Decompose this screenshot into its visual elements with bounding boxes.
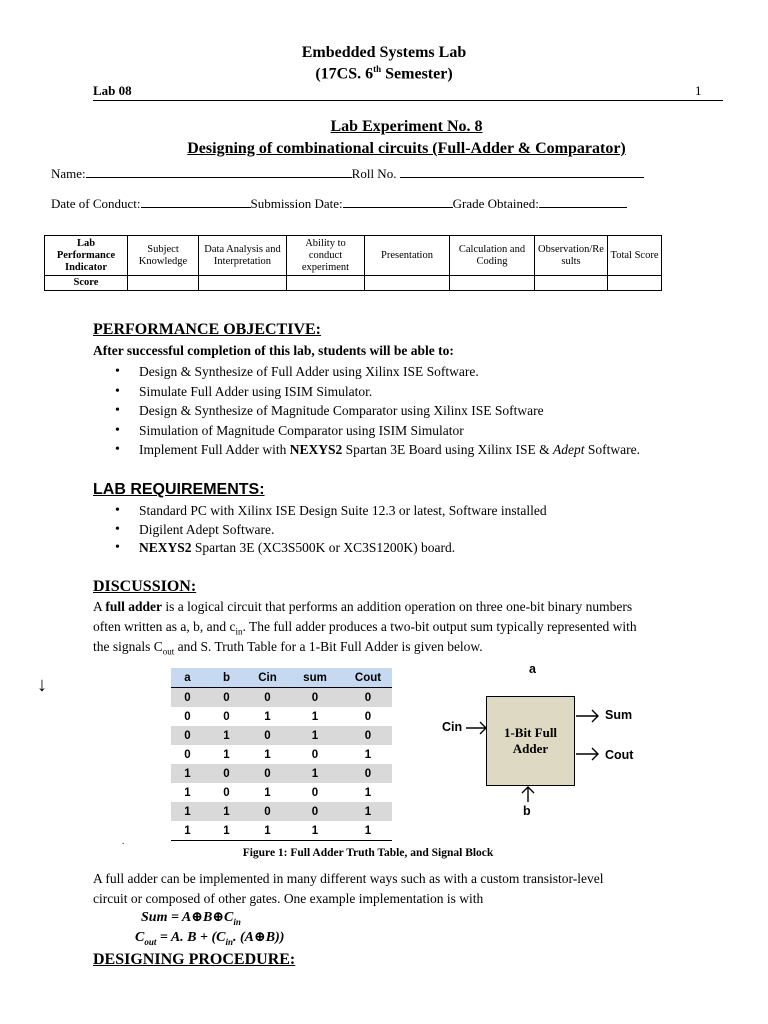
table-row (171, 821, 392, 841)
date-label: Date of Conduct: (51, 196, 141, 211)
discussion-heading: DISCUSSION: (93, 578, 197, 595)
score-cell[interactable] (199, 276, 287, 291)
stray-dot: . (122, 836, 125, 846)
block-input-a-label: a (529, 662, 536, 676)
table-cell: 0 (286, 802, 344, 821)
list-item: • Digilent Adept Software. (93, 521, 743, 540)
table-cell: 0 (171, 688, 204, 708)
score-cell[interactable] (608, 276, 662, 291)
table-cell: 0 (249, 726, 286, 745)
table-cell: 1 (171, 802, 204, 821)
score-header: Lab Performance Indicator (45, 236, 128, 276)
table-cell: 0 (344, 688, 392, 708)
table-cell: 1 (171, 764, 204, 783)
discussion-line-3: the signals $C_{out}$ and S. Truth Table for a 1-Bit Full Adder is given below. (93, 639, 483, 657)
list-item: • Simulate Full Adder using ISIM Simulator. (93, 382, 743, 402)
list-item: • Design & Synthesize of Full Adder using Xilinx ISE Software. (93, 362, 743, 382)
score-header: Observation/Re sults (535, 236, 608, 276)
score-cell[interactable] (535, 276, 608, 291)
table-cell: 0 (364, 710, 372, 723)
table-cell: 1 (204, 821, 249, 841)
student-info-row (51, 165, 644, 182)
score-table (44, 235, 662, 291)
table-cell: 0 (249, 764, 286, 783)
table-cell: 0 (171, 726, 204, 745)
table-cell: 1 (204, 802, 249, 821)
score-header: Calculation and Coding (450, 236, 535, 276)
lab-number: Lab 08 (93, 83, 132, 98)
table-cell: 0 (311, 786, 319, 799)
table-cell: 1 (286, 764, 344, 783)
score-cell[interactable] (287, 276, 365, 291)
table-cell: 1 (264, 710, 271, 723)
block-sum-label: Sum (605, 708, 633, 722)
requirements-heading: LAB REQUIREMENTS: (93, 481, 265, 498)
table-cell: 0 (223, 710, 230, 723)
table-cell: 0 (249, 802, 286, 821)
cout-equation: $C_{out} = A$. $B + (C_{in}$. (A⊕B)) (135, 930, 285, 947)
table-cell: 1 (344, 821, 392, 841)
discussion-line-1: A full adder is a logical circuit that performs an addition operation on three one-bit binary numbers (93, 599, 633, 614)
table-cell: 1 (286, 821, 344, 841)
table-row (171, 688, 392, 708)
score-row-label: Score (45, 276, 128, 291)
objective-intro: After successful completion of this lab, students will be able to: (93, 343, 454, 358)
objective-list (93, 362, 743, 460)
table-cell: 1 (171, 821, 204, 841)
table-cell: 1 (264, 748, 271, 761)
column-header: sum (286, 668, 344, 688)
objective-heading: PERFORMANCE OBJECTIVE: (93, 321, 322, 338)
discussion-line-2: often written as a, b, and $c_{in}$. The full adder produces a two-bit output sum typically represented with (93, 619, 637, 637)
implementation-line-2: circuit or composed of other gates. One example implementation is with (93, 891, 484, 906)
date-blank (141, 195, 251, 208)
column-header: Cout (344, 668, 392, 688)
list-item: • NEXYS2 Spartan 3E (XC3S500K or XC3S1200K) board. (93, 539, 743, 558)
table-cell: 1 (364, 748, 372, 761)
truth-table (171, 668, 392, 841)
table-cell: 1 (223, 748, 230, 761)
list-item: • Design & Synthesize of Magnitude Comparator using Xilinx ISE Software (93, 401, 743, 421)
table-cell: 1 (344, 802, 392, 821)
score-header: Data Analysis and Interpretation (199, 236, 287, 276)
block-b-label: b (523, 804, 531, 818)
table-cell: 1 (204, 726, 249, 745)
column-header: a (171, 668, 204, 688)
table-cell: 1 (264, 786, 271, 799)
implementation-line-1: A full adder can be implemented in many different ways such as with a custom transistor-level (93, 871, 604, 886)
experiment-title: Lab Experiment No. 8 (330, 118, 483, 135)
column-header: Cin (249, 668, 286, 688)
table-cell: 0 (184, 748, 191, 761)
name-blank (86, 165, 352, 178)
document-title: Embedded Systems Lab (301, 44, 467, 61)
grade-label: Grade Obtained: (452, 196, 539, 211)
table-cell: 1 (311, 710, 319, 723)
table-cell: 0 (223, 786, 230, 799)
score-cell[interactable] (450, 276, 535, 291)
table-cell: 0 (184, 710, 191, 723)
experiment-subtitle: Designing of combinational circuits (Full-Adder & Comparator) (187, 140, 626, 157)
table-row (171, 783, 392, 802)
table-row (171, 802, 392, 821)
list-item: • Implement Full Adder with NEXYS2 Spartan 3E Board using Xilinx ISE & Adept Software. (93, 440, 743, 460)
block-cout-label: Cout (605, 748, 634, 762)
roll-label: Roll No. (351, 166, 397, 181)
name-label: Name: (51, 166, 86, 181)
table-row (171, 764, 392, 783)
score-header: Total Score (608, 236, 662, 276)
block-cin-label: Cin (442, 720, 463, 734)
list-item: • Simulation of Magnitude Comparator using ISIM Simulator (93, 421, 743, 441)
score-cell[interactable] (128, 276, 199, 291)
table-cell: 0 (311, 748, 319, 761)
table-cell: 0 (286, 688, 344, 708)
table-cell: 0 (204, 764, 249, 783)
table-cell: 1 (364, 786, 372, 799)
table-cell: 1 (286, 726, 344, 745)
header-rule (93, 100, 723, 101)
document-subtitle: (17CS. 6th Semester) (315, 64, 453, 83)
table-cell: 0 (344, 764, 392, 783)
submission-blank (343, 195, 453, 208)
grade-blank (539, 195, 627, 208)
page-number: 1 (695, 83, 702, 98)
submission-label: Submission Date: (250, 196, 343, 211)
score-cell[interactable] (365, 276, 450, 291)
requirements-list (93, 502, 743, 558)
table-row (171, 726, 392, 745)
table-cell: 0 (204, 688, 249, 708)
score-header: Presentation (365, 236, 450, 276)
column-header: b (204, 668, 249, 688)
roll-blank (400, 165, 644, 178)
table-row (171, 707, 392, 726)
sum-equation: Sum = $A\oplus B\oplus C_{in}$ (141, 910, 241, 927)
dates-row (51, 195, 627, 212)
table-cell: 0 (249, 688, 286, 708)
procedure-heading: DESIGNING PROCEDURE: (93, 951, 296, 968)
block-title: 1-Bit Full Adder (503, 725, 558, 756)
figure-caption: Figure 1: Full Adder Truth Table, and Signal Block (242, 847, 494, 859)
table-row (171, 745, 392, 764)
table-cell: 0 (344, 726, 392, 745)
margin-arrow-icon: ↓ (37, 674, 47, 696)
list-item: • Standard PC with Xilinx ISE Design Suite 12.3 or latest, Software installed (93, 502, 743, 521)
table-cell: 1 (184, 786, 191, 799)
score-header: Ability to conduct experiment (287, 236, 365, 276)
score-header: Subject Knowledge (128, 236, 199, 276)
table-cell: 1 (249, 821, 286, 841)
